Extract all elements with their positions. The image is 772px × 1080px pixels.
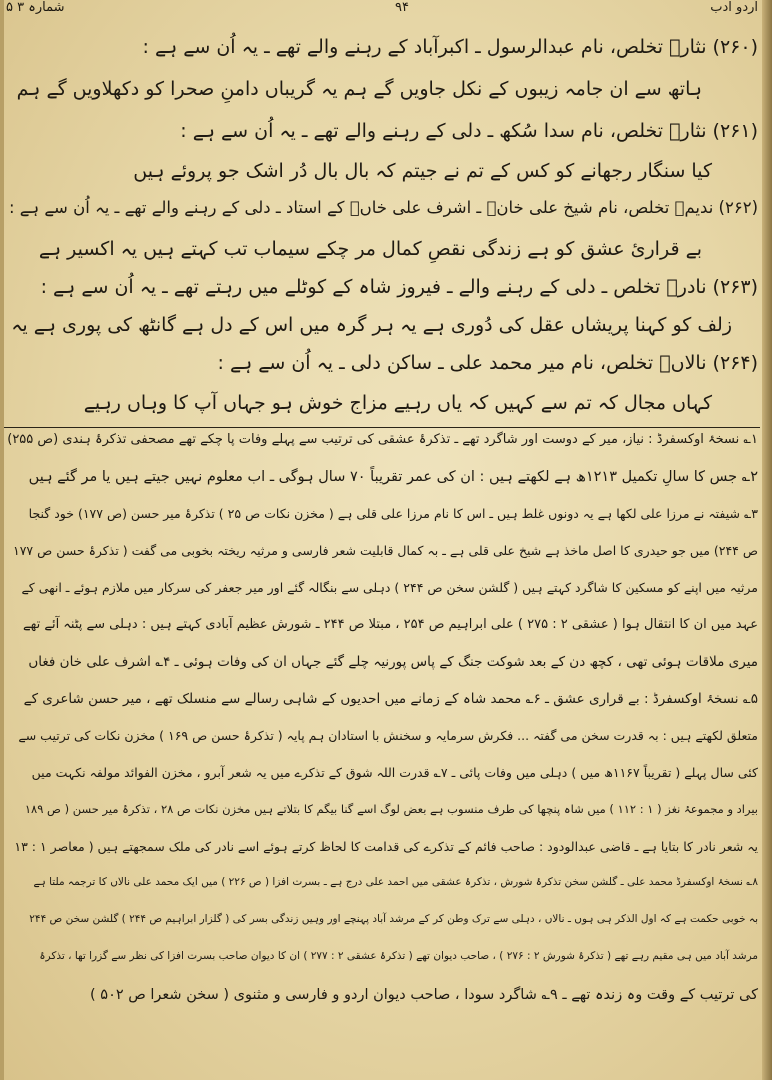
footnote-line: ۲؎ جس کا سالِ تکمیل ۱۲۱۳ھ ہے لکھتے ہیں : ان کی عمر تقریباً ۷۰ سال ہوگی ـ اب معلوم نہیں جیتے ہیں یا مر گئے ہیں	[28, 469, 758, 485]
entry-263-verse: زلف کو کہنا پریشاں عقل کی دُوری ہے یہ ہر گرہ میں اس کے دل ہے گانٹھ کی پوری ہے یہ	[11, 314, 732, 336]
footnote-line: یہ شعر نادر کا بتایا ہے ـ قاضی عبدالودود : صاحب فائم کے تذکرے کی قدامت کا لحاظ کرتے ہوئے اسے نادر کی ملک سمجھتے ہیں ( معاصر ۱ : ۱۳	[14, 839, 758, 854]
footnote-line: عہد میں ان کا انتقال ہوا ( عشقی ۲ : ۲۷۵ ) علی ابراہیم ص ۲۵۴ ، مبتلا ص ۲۴۴ ـ شورش عظیم آبادی کہتے ہیں : دہلی سے پٹنہ آئے تھے	[22, 617, 758, 632]
entry-264-verse: کہاں مجال کہ تم سے کہیں کہ یاں رہیے مزاج خوش ہو جہاں آپ کا وہاں رہیے	[83, 392, 712, 414]
entry-260-heading: (۲۶۰) نثارؔ تخلص، نام عبدالرسول ـ اکبرآباد کے رہنے والے تھے ـ یہ اُن سے ہے :	[142, 36, 758, 58]
entry-260-verse: ہاتھ سے ان جامہ زیبوں کے نکل جاویں گے ہم یہ گریباں دامنِ صحرا کو دکھلاویں گے ہم	[16, 78, 702, 100]
issue-label: شمارہ ۳ ۵	[6, 0, 65, 15]
footnote-line: میری ملاقات ہوئی تھی ، کچھ دن کے بعد شوکت جنگ کے پاس پورنیہ چلے گئے جہاں ان کی وفات ہوئی ـ ۴؎ اشرف علی خان فغاں	[28, 654, 758, 670]
footnote-line: ۳؎ شیفتہ نے مرزا علی لکھا ہے یہ دونوں غلط ہیں ـ اس کا نام مرزا علی قلی ہے ( مخزن نکات ص ۲۵ ) تذکرۂ میر حسن (ص ۱۷۷) خود گنجا	[28, 506, 758, 521]
footnote-line: مرثیہ میں اپنے کو مسکین کا شاگرد کہتے ہیں ( گلشن سخن ص ۲۴۴ ) دہلی سے بنگالہ گئے اور میر جعفر کی سرکار میں ملازم ہوئے ـ انھی کے	[21, 580, 758, 595]
entry-263-heading: (۲۶۳) نادرؔ تخلص ـ دلی کے رہنے والے ـ فیروز شاہ کے کوٹلے میں رہتے تھے ـ یہ اُن سے ہے :	[40, 276, 758, 298]
entry-264-heading: (۲۶۴) نالاںؔ تخلص، نام میر محمد علی ـ ساکن دلی ـ یہ اُن سے ہے :	[217, 352, 758, 374]
footnote-line: کی ترتیب کے وقت وہ زندہ تھے ـ ۹؎ شاگرد سودا ، صاحب دیوان اردو و فارسی و مثنوی ( سخن شعرا ص ۵۰۲ )	[90, 987, 758, 1003]
footnote-line: بہ خوبی حکمت ہے کہ اول الذکر ہی ہوں ـ نالاں ، دہلی سے ترک وطن کر کے مرشد آباد پہنچے اور وہیں زندگی بسر کی ( گلزار ابراہیم ص ۲۴۴ ) گلشن سخن ص ۲۴۴	[29, 913, 758, 925]
footnote-line: ص ۲۴۴) میں جو حیدری کا اصل ماخذ ہے شیخ علی قلی ہے ـ بہ کمال قابلیت شعر فارسی و مرثیہ ریختہ بخوبی می گفت ( تذکرۂ حسن ص ۱۷۷	[13, 543, 758, 558]
footnote-line: بیراد و مجموعۂ نغز ( ۱ : ۱۱۲ ) میں شاہ پنچھا کی طرف منسوب ہے بعض لوگ اسے گنا بیگم کا بتلاتے ہیں مخزن نکات ص ۲۸ ، تذکرۂ میر حسن ( ص ۱۸۹	[24, 802, 758, 816]
page-spine-shadow	[0, 0, 4, 1080]
entry-262-verse: بے قراریٔ عشق کو ہے زندگی نقصِ کمال مر چکے سیماب تب کہتے ہیں یہ اکسیر ہے	[38, 238, 702, 260]
entry-261-verse: کیا سنگار رجھانے کو کس کے تم نے جیتم کہ بال بال دُر اشک جو پروئے ہیں	[133, 160, 712, 182]
footnote-divider	[4, 427, 760, 428]
footnote-line: ۵؎ نسخۂ اوکسفرڈ : بے قراری عشق ـ ۶؎ محمد شاہ کے زمانے میں احدیوں کے شاہی رسالے سے منسلک تھے ، میر حسن شاعری کے	[23, 691, 758, 707]
entry-262-heading: (۲۶۲) ندیمؔ تخلص، نام شیخ علی خانؔ ـ اشرف علی خاںؔ کے استاد ـ دلی کے رہنے والے تھے ـ یہ اُن سے ہے :	[8, 198, 758, 217]
running-head: اُردو ادب	[710, 0, 758, 15]
footnote-line: متعلق لکھتے ہیں : بہ قدرت سخن می گفتہ ... فکرش سرمایہ و سخنش با استادان ہم پایہ ( تذکرۂ حسن ص ۱۶۹ ) مخزن نکات کی ترتیب سے	[18, 728, 758, 743]
footnote-line: مرشد آباد میں ہی مقیم رہے تھے ( تذکرۂ شورش ۲ : ۲۷۶ ) ، صاحب دیوان تھے ( تذکرۂ عشقی ۲ : ۲۷۷ ) ان کا دیوان صاحب بسرت افزا کی نظر سے گزرا تھا ، تذکرۂ	[39, 950, 758, 962]
page-edge-shadow	[762, 0, 772, 1080]
page-number: ۹۴	[395, 0, 409, 15]
footnote-line: ۱؎ نسخۂ اوکسفرڈ : نیاز، میر کے دوست اور شاگرد تھے ـ تذکرۂ عشقی کی ترتیب سے پہلے وفات پا چکے تھے مصحفی تذکرۂ ہندی (ص ۲۵۵)	[7, 432, 758, 447]
footnote-line: ۸؎ نسخۂ اوکسفرڈ محمد علی ـ گلشن سخن تذکرۂ شورش ، تذکرۂ عشقی میں احمد علی درج ہے ـ بسرت افزا ( ص ۲۲۶ ) میں ایک محمد علی نالاں کا ترجمہ ملتا ہے	[33, 876, 758, 888]
entry-261-heading: (۲۶۱) نثارؔ تخلص، نام سدا سُکھ ـ دلی کے رہنے والے تھے ـ یہ اُن سے ہے :	[180, 120, 758, 142]
footnote-line: کئی سال پہلے ( تقریباً ۱۱۶۷ھ میں ) دہلی میں وفات پائی ـ ۷؎ قدرت اللہ شوق کے تذکرے میں یہ شعر آبرو ، مخزن الفوائد مولفہ نکہت میں	[31, 765, 758, 780]
